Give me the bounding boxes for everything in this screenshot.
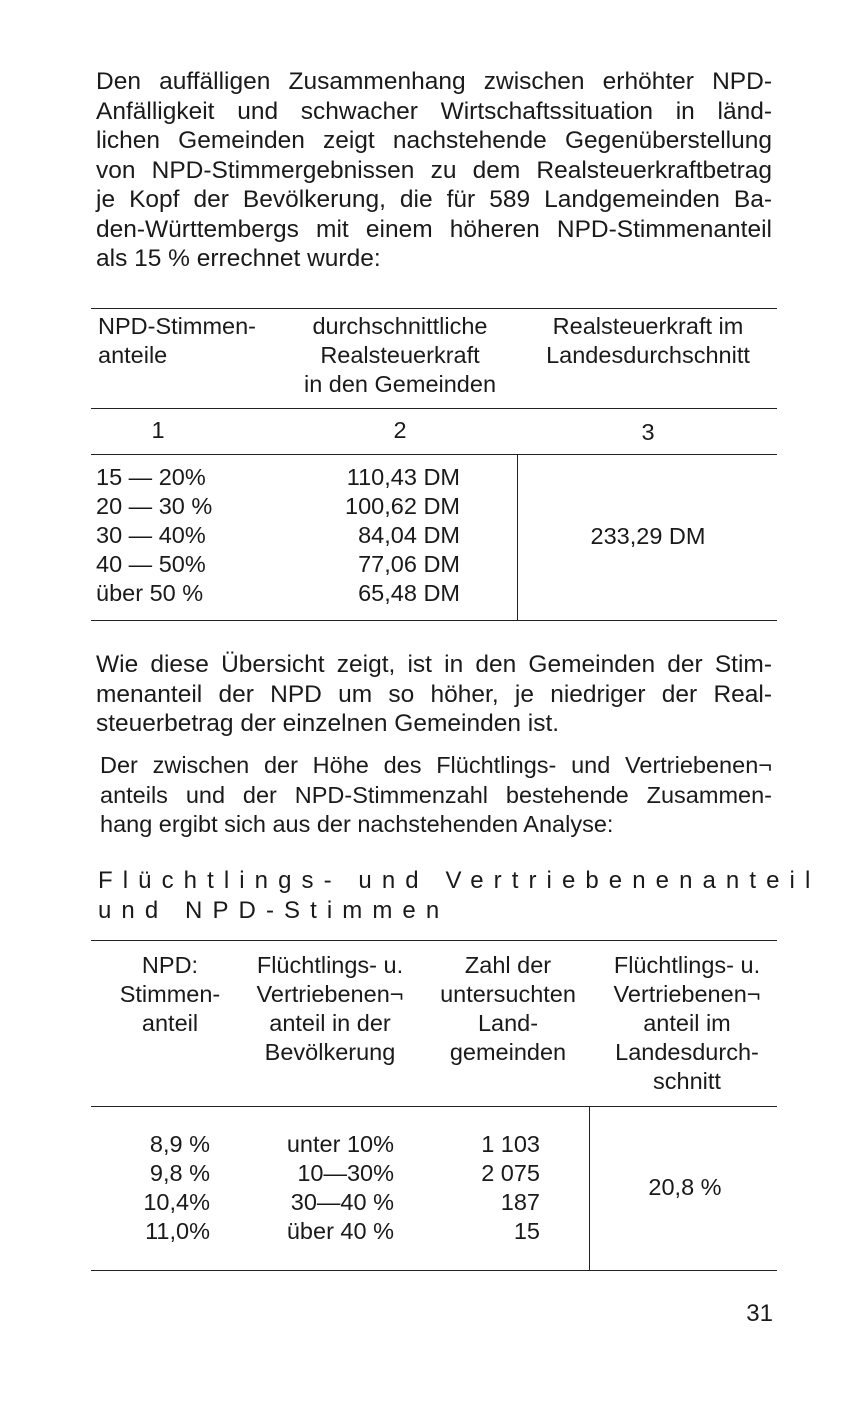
text-line: als 15 % errechnet wurde: — [96, 245, 381, 272]
header-state-refugee-share: Flüchtlings- u. Vertriebenen¬ anteil im Landesdurch- schnitt — [613, 952, 761, 1094]
page-number: 31 — [746, 1300, 773, 1327]
table-cell: 10—30% — [297, 1160, 394, 1186]
table-cell: 10,4% — [143, 1189, 210, 1215]
table-cell: 1 103 — [481, 1131, 540, 1157]
table-cell: 77,06 DM — [358, 551, 460, 577]
table-cell: 15 — [513, 1218, 540, 1244]
table-cell: 8,9 % — [149, 1131, 210, 1157]
text-line: Wie diese Übersicht zeigt, ist in den Gemeinden der Stim- — [96, 651, 772, 678]
section-title-line1: Flüchtlings- und Vertriebenenanteil — [98, 867, 821, 894]
text-line: Der zwischen der Höhe des Flüchtlings- und Vertriebenen¬ — [100, 752, 772, 778]
header-avg-tax-power: durchschnittliche Realsteuerkraft in den Gemeinden — [303, 313, 497, 397]
table-rule-top — [91, 308, 777, 309]
table-cell: unter 10% — [286, 1131, 394, 1157]
table-rule-bottom — [91, 1270, 777, 1271]
table-cell: 20 — 30 % — [96, 493, 213, 519]
table-cell: 11,0% — [145, 1218, 210, 1244]
header-refugee-share: Flüchtlings- u. Vertriebenen¬ anteil in der Bevölkerung — [256, 952, 404, 1065]
table-cell: 30 — 40% — [96, 522, 206, 548]
table-cell: 9,8 % — [149, 1160, 210, 1186]
column-number: 2 — [393, 417, 407, 443]
intro-paragraph — [96, 67, 772, 274]
text-line: je Kopf der Bevölkerung, die für 589 Landgemeinden Ba- — [96, 186, 772, 213]
column-number: 3 — [641, 419, 655, 445]
text-line: lichen Gemeinden zeigt nachstehende Gegenüberstellung — [96, 127, 772, 154]
column-number: 1 — [151, 417, 165, 443]
text-line: Den auffälligen Zusammenhang zwischen erhöhter NPD- — [96, 68, 772, 95]
table-rule-header — [91, 408, 777, 409]
table-rule-bottom — [91, 620, 777, 621]
table-cell: 2 075 — [481, 1160, 540, 1186]
summary-paragraph — [96, 650, 772, 739]
state-average-refugee-share: 20,8 % — [648, 1174, 722, 1200]
text-line: Anfälligkeit und schwacher Wirtschaftssituation in länd- — [96, 97, 772, 125]
text-line: von NPD-Stimmergebnissen zu dem Realsteuerkraftbetrag — [96, 156, 772, 184]
header-municipality-count: Zahl der untersuchten Land- gemeinden — [440, 952, 576, 1065]
text-line: hang ergibt sich aus der nachstehenden Analyse: — [100, 811, 614, 837]
text-line: den-Württembergs mit einem höheren NPD-Stimmenanteil — [96, 215, 772, 243]
text-line: anteils und der NPD-Stimmenzahl bestehende Zusammen- — [100, 781, 772, 808]
section-title-line2: und NPD-Stimmen — [98, 897, 450, 924]
table-cell: 30—40 % — [290, 1189, 394, 1215]
tax-power-column — [300, 463, 460, 608]
table-rule-top — [91, 940, 777, 941]
vote-share-column — [96, 463, 212, 608]
table-cell: 15 — 20% — [96, 464, 206, 490]
table-cell: über 50 % — [96, 580, 204, 606]
table-rule-header — [91, 1106, 777, 1107]
header-state-tax-power: Realsteuerkraft im Landesdurchschnitt — [546, 313, 750, 368]
table-rule-numbers — [91, 454, 777, 455]
text-line: menanteil der NPD um so höher, je niedriger der Real- — [96, 680, 772, 708]
text-line: steuerbetrag der einzelnen Gemeinden ist. — [96, 710, 560, 737]
table-cell: 84,04 DM — [358, 522, 460, 548]
table-cell: 187 — [500, 1189, 540, 1215]
header-vote-share: NPD-Stimmen- anteile — [98, 313, 256, 368]
table-cell: 65,48 DM — [358, 580, 460, 606]
header-vote-share: NPD: Stimmen- anteil — [119, 952, 221, 1036]
state-average-tax-power: 233,29 DM — [590, 523, 706, 549]
table-cell: 100,62 DM — [345, 493, 460, 519]
municipality-count-column — [440, 1130, 540, 1246]
refugee-share-column — [250, 1130, 394, 1246]
table-cell: über 40 % — [286, 1218, 394, 1244]
table-cell: 110,43 DM — [346, 464, 460, 490]
vote-share-column — [110, 1130, 210, 1246]
analysis-intro-paragraph — [100, 751, 772, 840]
table-cell: 40 — 50% — [96, 551, 206, 577]
